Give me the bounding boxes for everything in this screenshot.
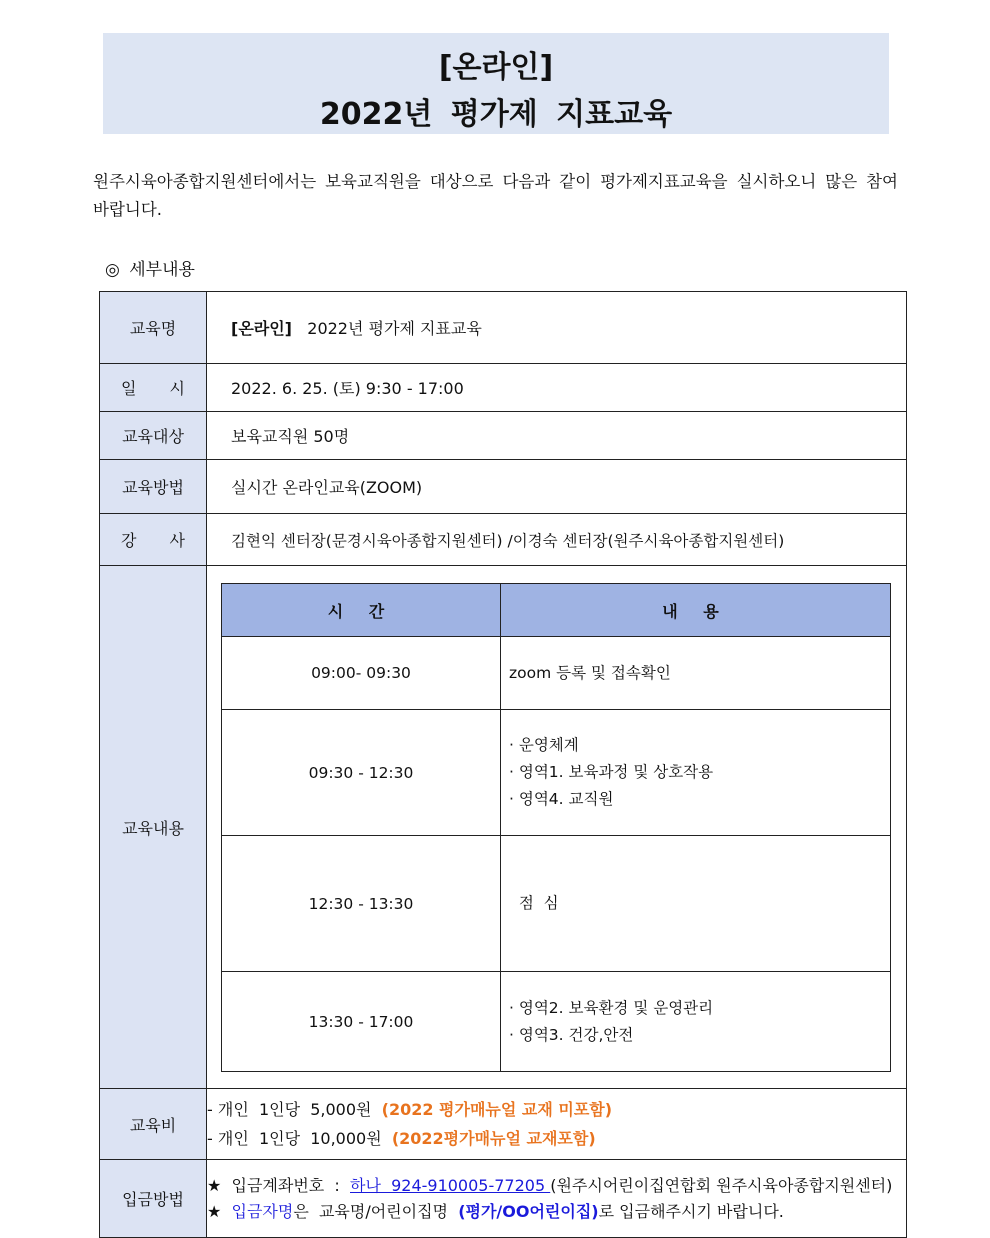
label-date: 일 시 bbox=[100, 364, 207, 412]
star-icon: ★ bbox=[207, 1201, 222, 1221]
label-fee: 교육비 bbox=[100, 1089, 207, 1160]
intro-paragraph: 원주시육아종합지원센터에서는 보육교직원을 대상으로 다음과 같이 평가제지표교육을 실시하오니 많은 참여바랍니다. bbox=[93, 172, 898, 219]
depositor-format: (평가/OO어린이집) bbox=[458, 1201, 599, 1221]
schedule-time: 09:30 - 12:30 bbox=[222, 710, 501, 836]
title-banner bbox=[103, 33, 889, 134]
label-method: 교육방법 bbox=[100, 460, 207, 514]
row-date bbox=[100, 364, 907, 412]
schedule-time: 09:00- 09:30 bbox=[222, 637, 501, 710]
course-name-text: 2022년 평가제 지표교육 bbox=[307, 319, 482, 338]
schedule-item: · 영역4. 교직원 bbox=[509, 790, 614, 808]
row-deposit bbox=[100, 1160, 907, 1238]
value-course-name bbox=[207, 292, 907, 364]
schedule-content bbox=[501, 637, 891, 710]
deposit-name-line: ★ 입금자명은 교육명/어린이집명 (평가/OO어린이집)로 입금해주시기 바랍니다. bbox=[207, 1201, 784, 1221]
schedule-row bbox=[222, 972, 891, 1072]
row-fee bbox=[100, 1089, 907, 1160]
title-line2: 2022년 평가제 지표교육 bbox=[319, 97, 673, 132]
value-lecturer: 김현익 센터장(문경시육아종합지원센터) /이경숙 센터장(원주시육아종합지원센터) bbox=[207, 514, 907, 566]
fee-note-2: (2022평가매뉴얼 교재포함) bbox=[391, 1129, 596, 1148]
schedule-header-time: 시 간 bbox=[222, 584, 501, 637]
value-method: 실시간 온라인교육(ZOOM) bbox=[207, 460, 907, 514]
schedule-content bbox=[501, 972, 891, 1072]
row-content bbox=[100, 566, 907, 1089]
schedule-row bbox=[222, 836, 891, 972]
value-target: 보육교직원 50명 bbox=[207, 412, 907, 460]
label-lecturer: 강 사 bbox=[100, 514, 207, 566]
title-line1: [온라인] bbox=[438, 50, 554, 85]
schedule-item: · 영역3. 건강,안전 bbox=[509, 1025, 634, 1044]
value-content bbox=[207, 566, 907, 1089]
label-target: 교육대상 bbox=[100, 412, 207, 460]
schedule-item: · 영역2. 보육환경 및 운영관리 bbox=[509, 998, 714, 1017]
value-deposit bbox=[207, 1160, 907, 1238]
value-fee bbox=[207, 1089, 907, 1160]
schedule-item: · 운영체계 bbox=[509, 736, 579, 754]
fee-note-1: (2022 평가매뉴얼 교재 미포함) bbox=[381, 1100, 613, 1119]
label-content: 교육내용 bbox=[100, 566, 207, 1089]
value-date: 2022. 6. 25. (토) 9:30 - 17:00 bbox=[207, 364, 907, 412]
schedule-row bbox=[222, 637, 891, 710]
fee-line-2: - 개인 1인당 10,000원 (2022평가매뉴얼 교재포함) bbox=[207, 1129, 596, 1148]
bank-account-link[interactable]: 하나 924-910005-77205 bbox=[350, 1175, 551, 1195]
schedule-table bbox=[221, 583, 891, 1072]
schedule-item: 점 심 bbox=[509, 894, 559, 912]
fee-line-1: - 개인 1인당 5,000원 (2022 평가매뉴얼 교재 미포함) bbox=[207, 1100, 613, 1119]
schedule-row bbox=[222, 710, 891, 836]
depositor-label: 입금자명 bbox=[231, 1201, 294, 1221]
section-heading: ◎ 세부내용 bbox=[105, 260, 195, 280]
schedule-content bbox=[501, 710, 891, 836]
schedule-item: · 영역1. 보육과정 및 상호작용 bbox=[509, 763, 714, 781]
row-target bbox=[100, 412, 907, 460]
row-course-name bbox=[100, 292, 907, 364]
schedule-header-row bbox=[222, 584, 891, 637]
row-method bbox=[100, 460, 907, 514]
row-lecturer bbox=[100, 514, 907, 566]
schedule-header-content: 내 용 bbox=[501, 584, 891, 637]
schedule-content bbox=[501, 836, 891, 972]
online-tag: [온라인] bbox=[231, 319, 292, 338]
deposit-account-line: ★ 입금계좌번호 : 하나 924-910005-77205 (원주시어린이집연합회 원주시육아종합지원센터) bbox=[207, 1175, 893, 1195]
label-course-name: 교육명 bbox=[100, 292, 207, 364]
star-icon: ★ bbox=[207, 1175, 222, 1195]
schedule-item: zoom 등록 및 접속확인 bbox=[509, 663, 671, 682]
schedule-time: 12:30 - 13:30 bbox=[222, 836, 501, 972]
details-table bbox=[99, 291, 907, 1238]
schedule-time: 13:30 - 17:00 bbox=[222, 972, 501, 1072]
label-deposit: 입금방법 bbox=[100, 1160, 207, 1238]
